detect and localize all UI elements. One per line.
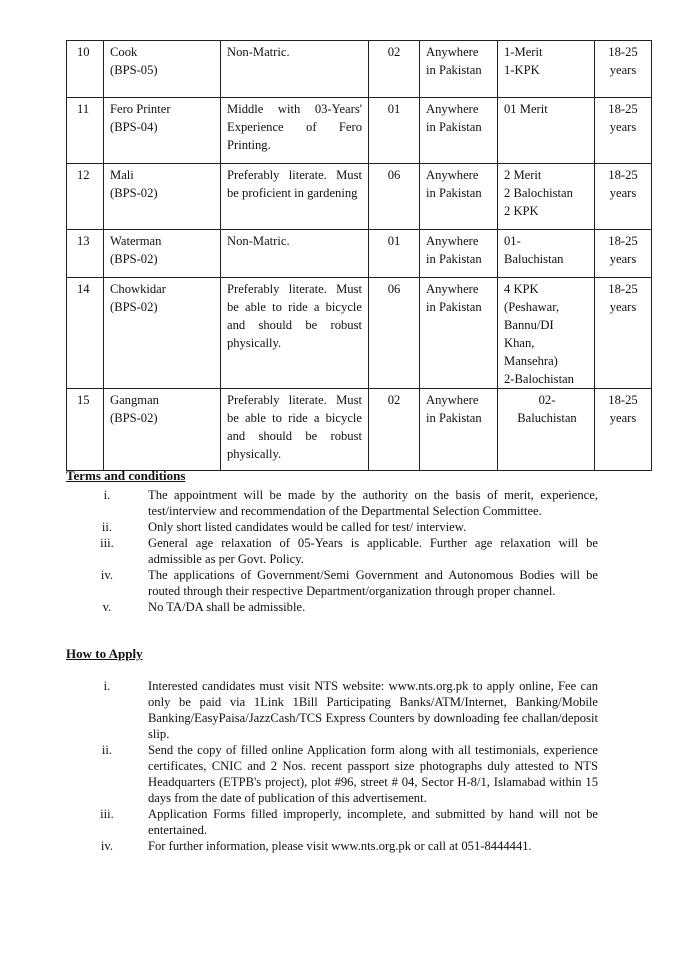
post-name-cell xyxy=(104,98,221,164)
clause-number: iii. xyxy=(100,807,114,821)
age-limit-line: years xyxy=(609,300,637,314)
post-name-line: (BPS-02) xyxy=(110,252,158,266)
serial-number: 12 xyxy=(77,168,90,182)
serial-number-cell xyxy=(67,230,104,278)
serial-number: 10 xyxy=(77,45,90,59)
apply-item xyxy=(66,742,598,806)
terms-item xyxy=(66,519,598,535)
qualification-cell xyxy=(221,98,369,164)
quota-cell xyxy=(498,389,595,471)
post-name-line: Fero Printer xyxy=(110,102,171,116)
posts-count: 06 xyxy=(387,282,401,296)
clause-text: Send the copy of filled online Application form along with all testimonials, experience certificates, CNIC and 2 Nos. recent passport size photographs duly attested to NTS Headquarters (ETPB's project), plot #96, street # 04, Sector H-8/1, Islamabad within 15 days from the date of publication of this advertisement. xyxy=(148,743,598,805)
clause-text: For further information, please visit www.nts.org.pk or call at 051-8444441. xyxy=(148,839,532,853)
apply-list xyxy=(66,678,598,854)
qualification-cell xyxy=(221,164,369,230)
domicile-cell xyxy=(420,98,498,164)
quota-line: Bannu/DI xyxy=(504,318,554,332)
serial-number: 14 xyxy=(77,282,90,296)
age-limit-cell xyxy=(595,164,652,230)
table-row xyxy=(67,41,652,98)
table-row xyxy=(67,230,652,278)
age-limit-line: 18-25 xyxy=(608,102,638,116)
quota-line: Baluchistan xyxy=(504,252,564,266)
qualification-text: Preferably literate. Must be able to ride a bicycle and should be robust physically. xyxy=(227,282,362,350)
qualification-text: Non-Matric. xyxy=(227,45,290,59)
age-limit-line: 18-25 xyxy=(608,168,638,182)
post-name-line: (BPS-04) xyxy=(110,120,158,134)
table-row xyxy=(67,164,652,230)
age-limit-line: years xyxy=(609,63,637,77)
posts-count-cell xyxy=(369,389,420,471)
post-name-line: Chowkidar xyxy=(110,282,166,296)
quota-line: 01 Merit xyxy=(504,102,548,116)
age-limit-line: 18-25 xyxy=(608,282,638,296)
domicile-line: in Pakistan xyxy=(426,120,482,134)
domicile-line: Anywhere xyxy=(426,282,479,296)
qualification-cell xyxy=(221,389,369,471)
serial-number: 13 xyxy=(77,234,90,248)
domicile-line: Anywhere xyxy=(426,234,479,248)
age-limit-line: 18-25 xyxy=(608,234,638,248)
post-name-line: (BPS-05) xyxy=(110,63,158,77)
serial-number-cell xyxy=(67,41,104,98)
post-name-cell xyxy=(104,41,221,98)
clause-text: Application Forms filled improperly, incomplete, and submitted by hand will not be entertained. xyxy=(148,807,598,837)
domicile-line: Anywhere xyxy=(426,45,479,59)
domicile-line: in Pakistan xyxy=(426,411,482,425)
age-limit-cell xyxy=(595,389,652,471)
post-name-cell xyxy=(104,389,221,471)
posts-count: 06 xyxy=(387,168,401,182)
domicile-line: in Pakistan xyxy=(426,186,482,200)
jobs-table xyxy=(66,40,652,471)
clause-text: General age relaxation of 05-Years is applicable. Further age relaxation will be admissible as per Govt. Policy. xyxy=(148,536,598,566)
posts-count: 01 xyxy=(387,234,401,248)
post-name-line: (BPS-02) xyxy=(110,411,158,425)
jobs-table-body xyxy=(67,41,652,471)
quota-line: Baluchistan xyxy=(517,411,577,425)
quota-line: Mansehra) xyxy=(504,354,558,368)
apply-item xyxy=(66,678,598,742)
age-limit-cell xyxy=(595,41,652,98)
posts-count-cell xyxy=(369,230,420,278)
quota-line: 2 Balochistan xyxy=(504,186,573,200)
age-limit-cell xyxy=(595,98,652,164)
post-name-line: (BPS-02) xyxy=(110,186,158,200)
age-limit-cell xyxy=(595,230,652,278)
terms-heading: Terms and conditions xyxy=(66,468,186,483)
quota-cell xyxy=(498,98,595,164)
posts-count: 02 xyxy=(387,393,401,407)
clause-number: i. xyxy=(103,488,111,502)
apply-item xyxy=(66,806,598,838)
domicile-line: in Pakistan xyxy=(426,63,482,77)
domicile-cell xyxy=(420,230,498,278)
serial-number-cell xyxy=(67,164,104,230)
apply-item xyxy=(66,838,598,854)
terms-item xyxy=(66,487,598,519)
post-name-line: (BPS-02) xyxy=(110,300,158,314)
age-limit-line: years xyxy=(609,252,637,266)
domicile-cell xyxy=(420,41,498,98)
clause-number: iv. xyxy=(100,568,114,582)
domicile-line: Anywhere xyxy=(426,102,479,116)
serial-number: 15 xyxy=(77,393,90,407)
clause-text: Only short listed candidates would be called for test/ interview. xyxy=(148,520,467,534)
terms-item xyxy=(66,599,598,615)
qualification-text: Middle with 03-Years' Experience of Fero Printing. xyxy=(227,102,362,152)
terms-item xyxy=(66,535,598,567)
posts-count: 02 xyxy=(387,45,401,59)
age-limit-line: years xyxy=(609,120,637,134)
terms-item xyxy=(66,567,598,599)
quota-cell xyxy=(498,164,595,230)
qualification-cell xyxy=(221,41,369,98)
clause-number: ii. xyxy=(101,743,113,757)
qualification-text: Non-Matric. xyxy=(227,234,290,248)
domicile-line: Anywhere xyxy=(426,168,479,182)
qualification-cell xyxy=(221,230,369,278)
quota-line: 1-Merit xyxy=(504,45,543,59)
quota-line: 01- xyxy=(504,234,521,248)
clause-number: ii. xyxy=(101,520,113,534)
post-name-cell xyxy=(104,164,221,230)
posts-count: 01 xyxy=(387,102,401,116)
quota-cell xyxy=(498,230,595,278)
quota-line: 2 KPK xyxy=(504,204,539,218)
post-name-cell xyxy=(104,278,221,389)
age-limit-line: 18-25 xyxy=(608,45,638,59)
age-limit-cell xyxy=(595,278,652,389)
posts-count-cell xyxy=(369,41,420,98)
quota-line: Khan, xyxy=(504,336,535,350)
clause-text: No TA/DA shall be admissible. xyxy=(148,600,306,614)
post-name-line: Waterman xyxy=(110,234,162,248)
age-limit-line: years xyxy=(609,186,637,200)
table-row xyxy=(67,278,652,389)
posts-count-cell xyxy=(369,278,420,389)
qualification-text: Preferably literate. Must be proficient in gardening xyxy=(227,168,362,200)
table-row xyxy=(67,98,652,164)
domicile-cell xyxy=(420,278,498,389)
serial-number-cell xyxy=(67,278,104,389)
qualification-cell xyxy=(221,278,369,389)
clause-number: iii. xyxy=(100,536,114,550)
domicile-cell xyxy=(420,164,498,230)
post-name-line: Gangman xyxy=(110,393,159,407)
table-row xyxy=(67,389,652,471)
serial-number: 11 xyxy=(77,102,90,116)
quota-line: (Peshawar, xyxy=(504,300,560,314)
quota-cell xyxy=(498,41,595,98)
quota-line: 2 Merit xyxy=(504,168,542,182)
post-name-line: Cook xyxy=(110,45,138,59)
domicile-line: in Pakistan xyxy=(426,300,482,314)
quota-line: 1-KPK xyxy=(504,63,540,77)
quota-line: 02- xyxy=(538,393,556,407)
age-limit-line: years xyxy=(609,411,637,425)
clause-number: i. xyxy=(103,679,111,693)
clause-text: Interested candidates must visit NTS website: www.nts.org.pk to apply online, Fee can only be paid via 1Link 1Bill Participating Banks/ATM/Internet, Banking/Mobile Banking/EasyPaisa/JazzCash/TCS Express Counters by downloading fee challan/deposit slip. xyxy=(148,679,598,741)
how-to-apply-heading: How to Apply xyxy=(66,646,143,661)
quota-line: 2-Balochistan xyxy=(504,372,574,386)
post-name-cell xyxy=(104,230,221,278)
posts-count-cell xyxy=(369,164,420,230)
clause-number: iv. xyxy=(100,839,114,853)
serial-number-cell xyxy=(67,389,104,471)
posts-count-cell xyxy=(369,98,420,164)
quota-line: 4 KPK xyxy=(504,282,539,296)
domicile-line: Anywhere xyxy=(426,393,479,407)
age-limit-line: 18-25 xyxy=(608,393,638,407)
clause-text: The applications of Government/Semi Government and Autonomous Bodies will be routed through their respective Department/organization through proper channel. xyxy=(148,568,598,598)
qualification-text: Preferably literate. Must be able to ride a bicycle and should be robust physically. xyxy=(227,393,362,461)
clause-text: The appointment will be made by the authority on the basis of merit, experience, test/interview and recommendation of the Departmental Selection Committee. xyxy=(148,488,598,518)
serial-number-cell xyxy=(67,98,104,164)
domicile-line: in Pakistan xyxy=(426,252,482,266)
post-name-line: Mali xyxy=(110,168,134,182)
domicile-cell xyxy=(420,389,498,471)
clause-number: v. xyxy=(102,600,112,614)
quota-cell xyxy=(498,278,595,389)
terms-list xyxy=(66,487,598,615)
